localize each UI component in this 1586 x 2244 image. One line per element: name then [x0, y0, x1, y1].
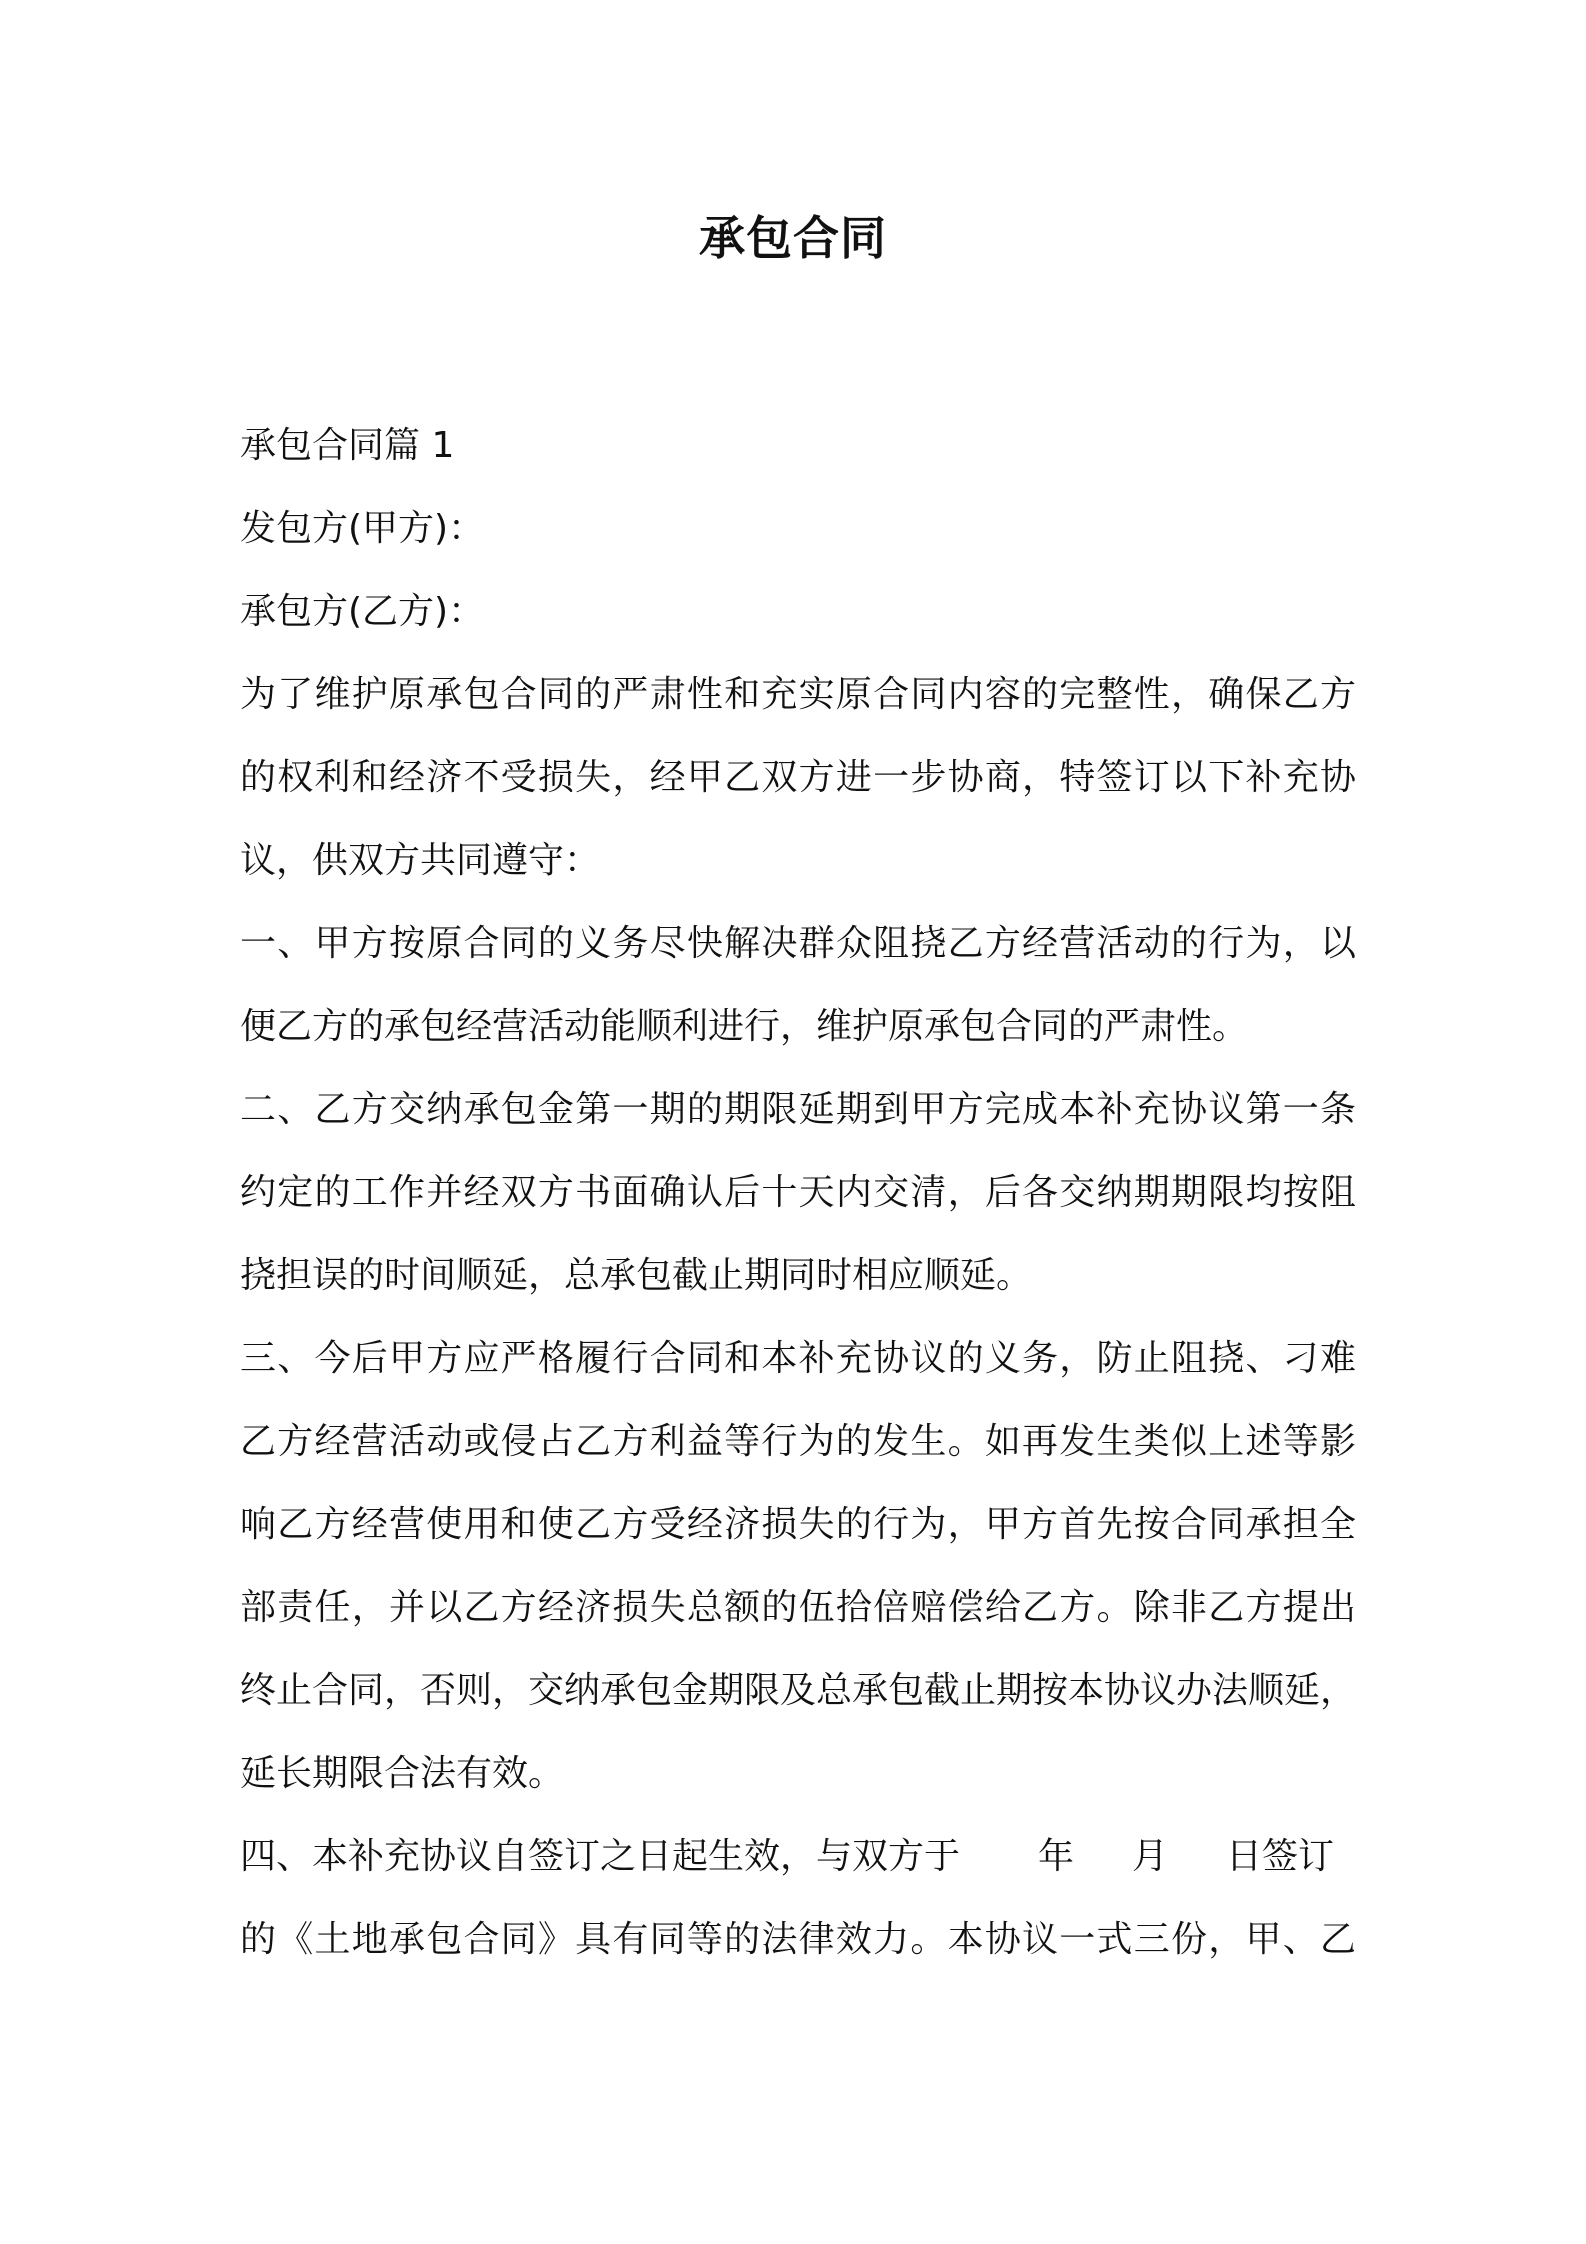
clause-3-line-6: 延长期限合法有效。 [240, 1753, 565, 1794]
clause-3-line-2: 乙方经营活动或侵占乙方利益等行为的发生。如再发生类似上述等影 [240, 1421, 1356, 1462]
clause-2-line-1: 二、乙方交纳承包金第一期的期限延期到甲方完成本补充协议第一条 [240, 1089, 1356, 1130]
preamble-line-3: 议，供双方共同遵守： [240, 840, 601, 881]
clause-3-line-4: 部责任，并以乙方经济损失总额的伍拾倍赔偿给乙方。除非乙方提出 [240, 1587, 1356, 1628]
date-day-label: 日签订 [1226, 1836, 1335, 1877]
party-b-line: 承包方(乙方)： [240, 591, 485, 632]
clause-2-line-2: 约定的工作并经双方书面确认后十天内交清，后各交纳期期限均按阻 [240, 1172, 1356, 1213]
date-month-label: 月 [1132, 1836, 1169, 1877]
preamble-line-1: 为了维护原承包合同的严肃性和充实原合同内容的完整性，确保乙方 [240, 674, 1356, 715]
clause-1-line-2: 便乙方的承包经营活动能顺利进行，维护原承包合同的严肃性。 [240, 1006, 1249, 1047]
document-title: 承包合同 [699, 211, 887, 265]
party-a-line: 发包方(甲方)： [240, 508, 485, 549]
clause-3-line-3: 响乙方经营使用和使乙方受经济损失的行为，甲方首先按合同承担全 [240, 1504, 1356, 1545]
clause-3-line-5: 终止合同，否则，交纳承包金期限及总承包截止期按本协议办法顺延， [240, 1670, 1357, 1711]
date-year-label: 年 [1038, 1836, 1075, 1877]
clause-4-text: 四、本补充协议自签订之日起生效，与双方于 [240, 1836, 961, 1877]
preamble-line-2: 的权利和经济不受损失，经甲乙双方进一步协商，特签订以下补充协 [240, 757, 1356, 798]
clause-2-line-3: 挠担误的时间顺延，总承包截止期同时相应顺延。 [240, 1255, 1033, 1296]
clause-4-line-1 [240, 1815, 1356, 1898]
clause-1-line-1: 一、甲方按原合同的义务尽快解决群众阻挠乙方经营活动的行为，以 [240, 923, 1356, 964]
section-heading: 承包合同篇 1 [240, 425, 455, 466]
clause-4-line-2: 的《土地承包合同》具有同等的法律效力。本协议一式三份，甲、乙 [240, 1919, 1356, 1960]
clause-3-line-1: 三、今后甲方应严格履行合同和本补充协议的义务，防止阻挠、刁难 [240, 1338, 1356, 1379]
document-body [240, 404, 1356, 1981]
